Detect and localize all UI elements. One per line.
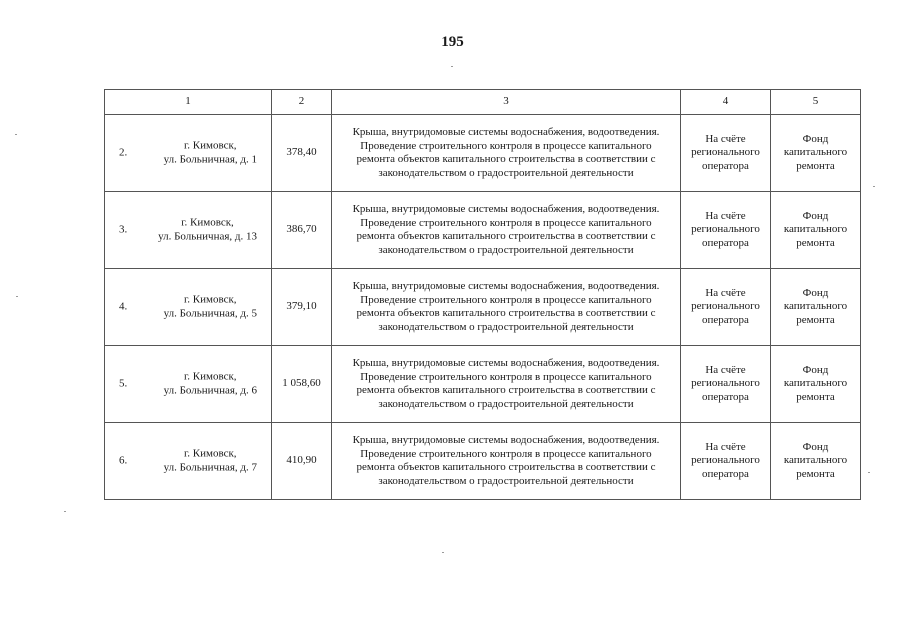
work-line: Проведение строительного контроля в процессе капитального xyxy=(360,447,652,460)
source-line: ремонта xyxy=(796,390,835,403)
work-line: ремонта объектов капитального строительства в соответствии с xyxy=(356,307,656,319)
financing-line: На счёте xyxy=(705,132,746,145)
source-cell xyxy=(771,346,861,423)
financing-line: оператора xyxy=(702,390,749,403)
address xyxy=(158,217,257,244)
area-cell: 379,10 xyxy=(272,269,332,346)
work-line: Крыша, внутридомовые системы водоснабжения, водоотведения. xyxy=(352,203,660,215)
work-line: законодательством о градостроительной деятельности xyxy=(378,243,634,256)
address-cell xyxy=(105,346,272,423)
work-line: Проведение строительного контроля в процессе капитального xyxy=(360,139,652,152)
work-line: Проведение строительного контроля в процессе капитального xyxy=(360,370,652,383)
financing-line: регионального xyxy=(691,300,760,313)
work-line: ремонта объектов капитального строительства в соответствии с xyxy=(356,230,656,242)
work-line: Крыша, внутридомовые системы водоснабжения, водоотведения. xyxy=(352,126,660,138)
work-line: законодательством о градостроительной деятельности xyxy=(378,320,634,333)
table-row xyxy=(105,346,861,423)
address-city: г. Кимовск, xyxy=(184,370,237,383)
source-line: капитального xyxy=(783,223,848,236)
scan-speck xyxy=(451,66,453,67)
work-line: законодательством о градостроительной деятельности xyxy=(378,166,634,179)
source-line: ремонта xyxy=(796,467,835,480)
repair-table xyxy=(104,89,861,500)
financing-line: На счёте xyxy=(705,286,746,299)
area-cell: 410,90 xyxy=(272,423,332,500)
row-number: 6. xyxy=(119,454,128,467)
source-cell xyxy=(771,192,861,269)
financing-line: На счёте xyxy=(705,209,746,222)
address-city: г. Кимовск, xyxy=(184,293,237,306)
row-number: 2. xyxy=(119,146,128,159)
source-line: ремонта xyxy=(796,313,835,326)
source-line: капитального xyxy=(783,454,848,467)
work-line: ремонта объектов капитального строительства в соответствии с xyxy=(356,461,656,473)
source-line: Фонд xyxy=(802,132,829,145)
address-city: г. Кимовск, xyxy=(181,216,234,229)
source-line: Фонд xyxy=(802,286,829,299)
work-description-cell xyxy=(332,269,681,346)
address xyxy=(164,294,257,321)
address-cell xyxy=(105,269,272,346)
source-line: Фонд xyxy=(802,363,829,376)
source-line: ремонта xyxy=(796,236,835,249)
column-header: 3 xyxy=(332,90,681,115)
column-header: 1 xyxy=(105,90,272,115)
scan-speck xyxy=(868,472,870,473)
work-line: ремонта объектов капитального строительства в соответствии с xyxy=(356,384,656,396)
table-row xyxy=(105,115,861,192)
row-number: 4. xyxy=(119,300,128,313)
column-header: 5 xyxy=(771,90,861,115)
address-cell xyxy=(105,192,272,269)
area-cell: 386,70 xyxy=(272,192,332,269)
row-number: 3. xyxy=(119,223,128,236)
financing-cell xyxy=(681,115,771,192)
work-description-cell xyxy=(332,192,681,269)
work-line: Крыша, внутридомовые системы водоснабжения, водоотведения. xyxy=(352,357,660,369)
financing-line: оператора xyxy=(702,236,749,249)
work-line: законодательством о градостроительной деятельности xyxy=(378,474,634,487)
financing-cell xyxy=(681,423,771,500)
address-cell xyxy=(105,423,272,500)
work-description-cell xyxy=(332,346,681,423)
source-cell xyxy=(771,115,861,192)
source-cell xyxy=(771,423,861,500)
address xyxy=(164,371,257,398)
scan-speck xyxy=(16,296,18,297)
financing-cell xyxy=(681,346,771,423)
financing-line: регионального xyxy=(691,223,760,236)
table-header xyxy=(105,90,861,115)
financing-cell xyxy=(681,269,771,346)
work-line: Проведение строительного контроля в процессе капитального xyxy=(360,293,652,306)
table-row xyxy=(105,269,861,346)
scan-speck xyxy=(442,552,444,553)
work-line: Крыша, внутридомовые системы водоснабжения, водоотведения. xyxy=(352,280,660,292)
area-cell: 1 058,60 xyxy=(272,346,332,423)
address-city: г. Кимовск, xyxy=(184,447,237,460)
scan-speck xyxy=(15,134,17,135)
header-row xyxy=(105,90,861,115)
source-line: капитального xyxy=(783,377,848,390)
financing-cell xyxy=(681,192,771,269)
address-city: г. Кимовск, xyxy=(184,139,237,152)
column-header: 4 xyxy=(681,90,771,115)
work-line: Крыша, внутридомовые системы водоснабжения, водоотведения. xyxy=(352,434,660,446)
source-line: Фонд xyxy=(802,440,829,453)
address-street: ул. Больничная, д. 5 xyxy=(163,307,257,319)
source-line: капитального xyxy=(783,300,848,313)
financing-line: регионального xyxy=(691,454,760,467)
address-cell xyxy=(105,115,272,192)
financing-line: На счёте xyxy=(705,440,746,453)
column-header: 2 xyxy=(272,90,332,115)
table-row xyxy=(105,192,861,269)
financing-line: На счёте xyxy=(705,363,746,376)
scan-speck xyxy=(873,186,875,187)
financing-line: оператора xyxy=(702,467,749,480)
page-number: 195 xyxy=(441,34,464,50)
work-description-cell xyxy=(332,423,681,500)
source-cell xyxy=(771,269,861,346)
scan-speck xyxy=(64,511,66,512)
area-cell: 378,40 xyxy=(272,115,332,192)
work-description-cell xyxy=(332,115,681,192)
table-row xyxy=(105,423,861,500)
address xyxy=(164,140,257,167)
financing-line: оператора xyxy=(702,313,749,326)
address-street: ул. Больничная, д. 7 xyxy=(163,461,257,473)
work-line: ремонта объектов капитального строительства в соответствии с xyxy=(356,153,656,165)
work-line: Проведение строительного контроля в процессе капитального xyxy=(360,216,652,229)
address-street: ул. Больничная, д. 13 xyxy=(158,230,257,242)
financing-line: регионального xyxy=(691,146,760,159)
row-number: 5. xyxy=(119,377,128,390)
work-line: законодательством о градостроительной деятельности xyxy=(378,397,634,410)
address-street: ул. Больничная, д. 6 xyxy=(163,384,257,396)
financing-line: оператора xyxy=(702,159,749,172)
source-line: ремонта xyxy=(796,159,835,172)
source-line: Фонд xyxy=(802,209,829,222)
address-street: ул. Больничная, д. 1 xyxy=(163,153,257,165)
address xyxy=(164,448,257,475)
source-line: капитального xyxy=(783,146,848,159)
financing-line: регионального xyxy=(691,377,760,390)
